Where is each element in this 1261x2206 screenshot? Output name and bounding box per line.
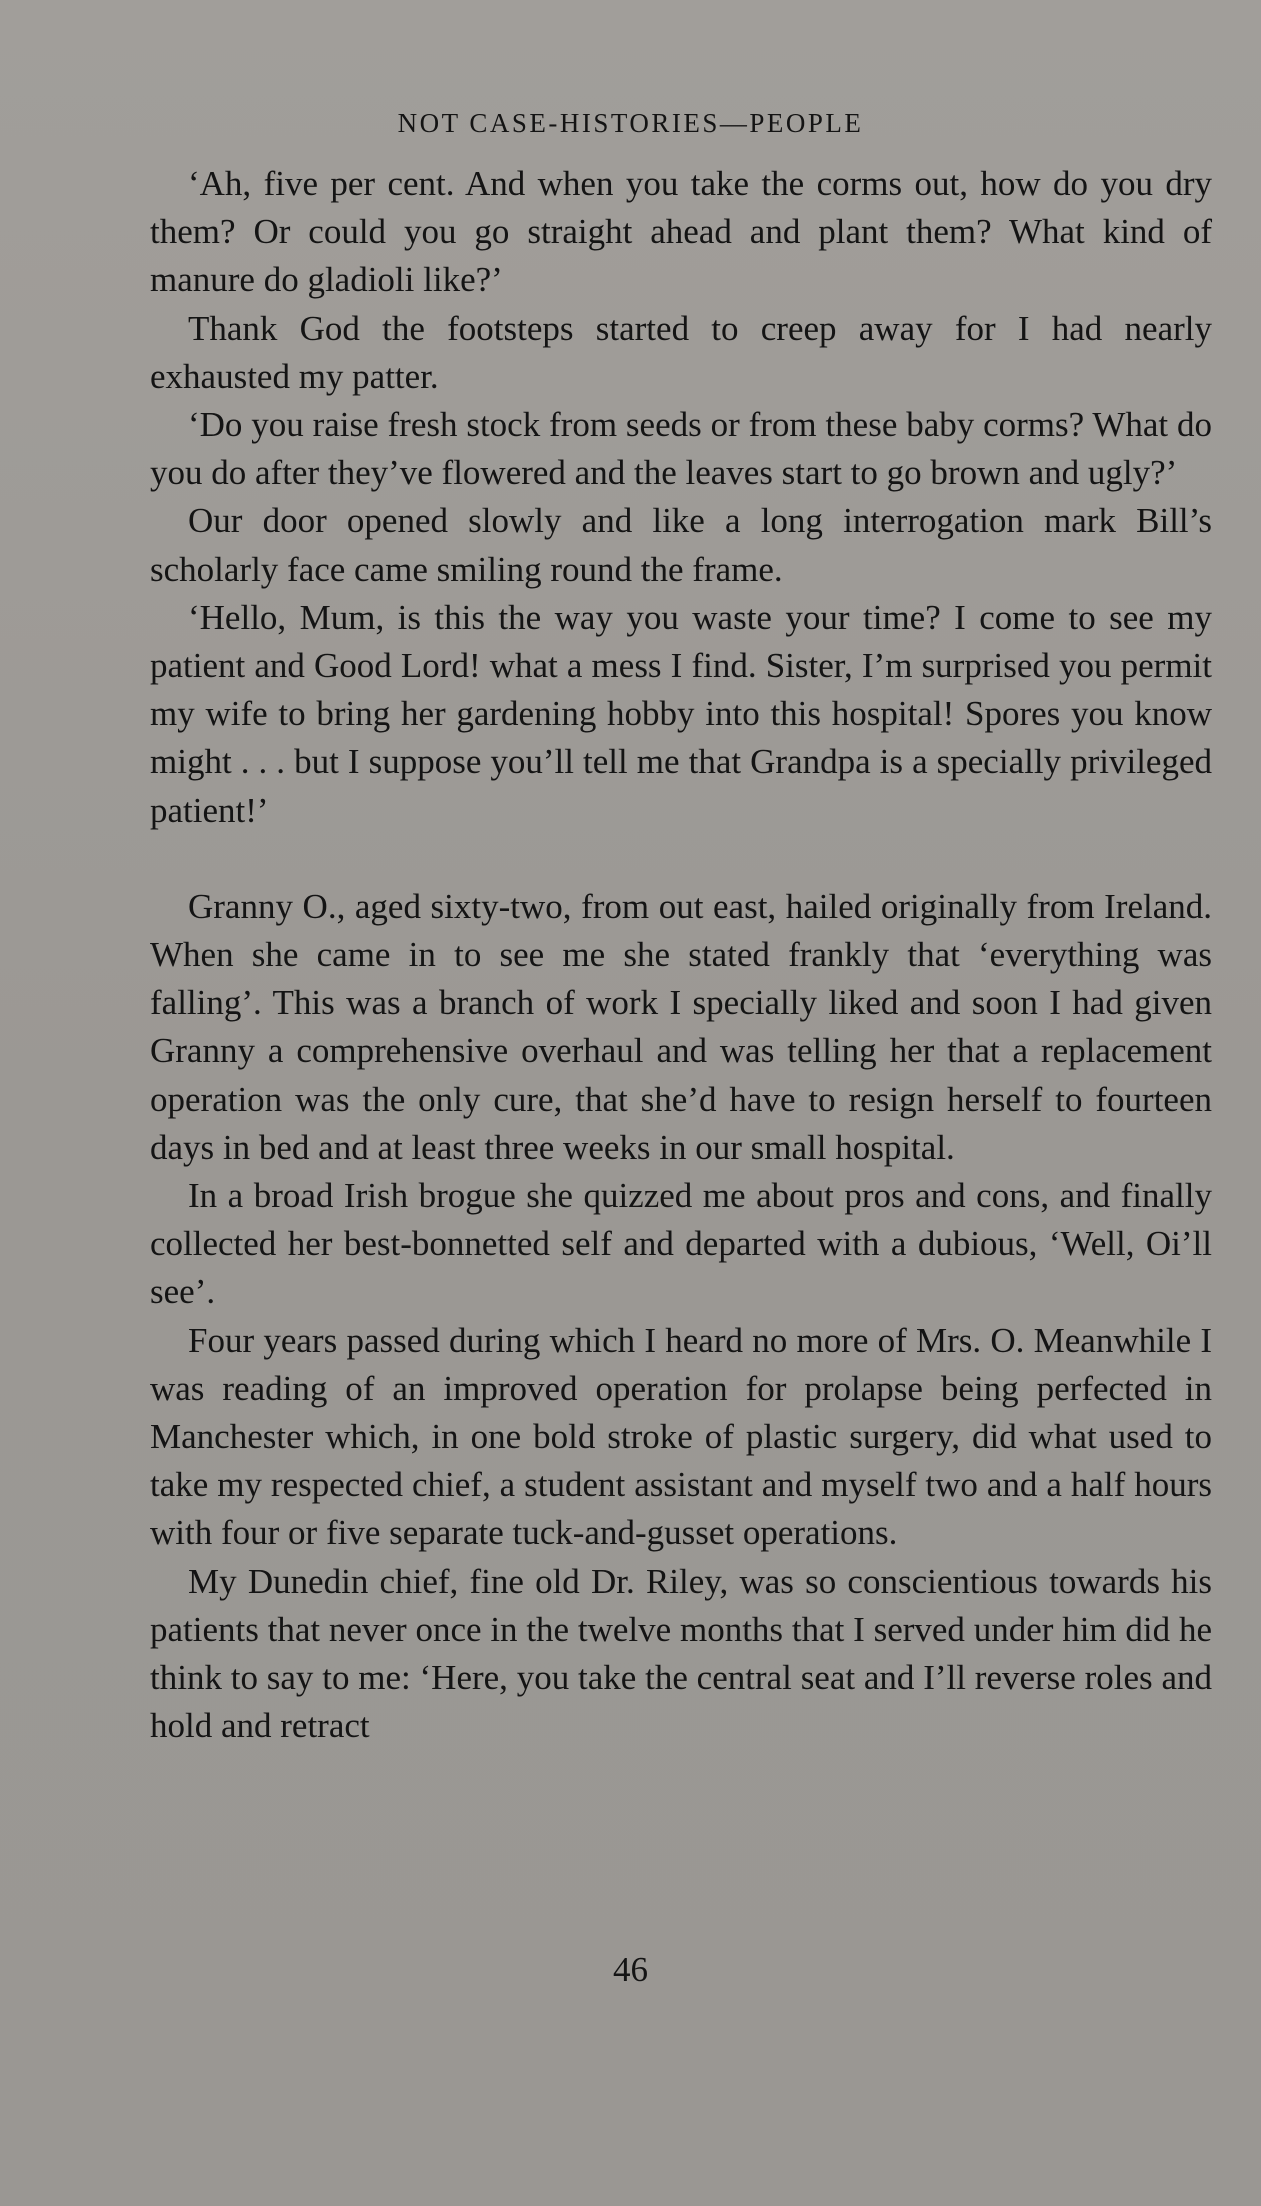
paragraph: My Dunedin chief, fine old Dr. Riley, was so conscientious towards his patients that never once in the twelve months that I served under him did he think to say to me: ‘Here, you take the central seat and I’ll reverse roles and hold and retract: [150, 1561, 1212, 1746]
paragraph: ‘Hello, Mum, is this the way you waste your time? I come to see my patient and Good Lord! what a mess I find. Sister, I’m surprised you permit my wife to bring her gardening hobby into this hospital! Spores you know might . . . but I suppose you’ll tell me that Grandpa is a specially privileged patient!’: [150, 597, 1212, 830]
paragraph: ‘Ah, five per cent. And when you take the corms out, how do you dry them? Or could you go straight ahead and plant them? What kind of manure do gladioli like?’: [150, 164, 1212, 300]
page-number: 46: [613, 1950, 648, 1989]
paragraph: ‘Do you raise fresh stock from seeds or from these baby corms? What do you do after they’ve flowered and the leaves start to go brown and ugly?’: [150, 405, 1212, 493]
paragraph: Thank God the footsteps started to creep away for I had nearly exhausted my patter.: [150, 308, 1212, 396]
paragraph: Our door opened slowly and like a long interrogation mark Bill’s scholarly face came smiling round the frame.: [150, 501, 1212, 589]
paragraph: Four years passed during which I heard no more of Mrs. O. Meanwhile I was reading of an improved operation for prolapse being perfected in Manchester which, in one bold stroke of plastic surgery, did what used to take my respected chief, a student assistant and myself two and a half hours with four or five separate tuck-and-gusset operations.: [150, 1320, 1212, 1553]
running-head: NOT CASE-HISTORIES—PEOPLE: [397, 108, 864, 138]
paragraph: Granny O., aged sixty-two, from out east, hailed originally from Ireland. When she came in to see me she stated frankly that ‘everything was falling’. This was a branch of work I specially liked and soon I had given Granny a comprehensive overhaul and was telling her that a replacement operation was the only cure, that she’d have to resign herself to fourteen days in bed and at least three weeks in our small hospital.: [150, 886, 1212, 1167]
paragraph: In a broad Irish brogue she quizzed me about pros and cons, and finally collected her best-bonnetted self and departed with a dubious, ‘Well, Oi’ll see’.: [150, 1176, 1212, 1312]
body-text: [150, 160, 1212, 1751]
